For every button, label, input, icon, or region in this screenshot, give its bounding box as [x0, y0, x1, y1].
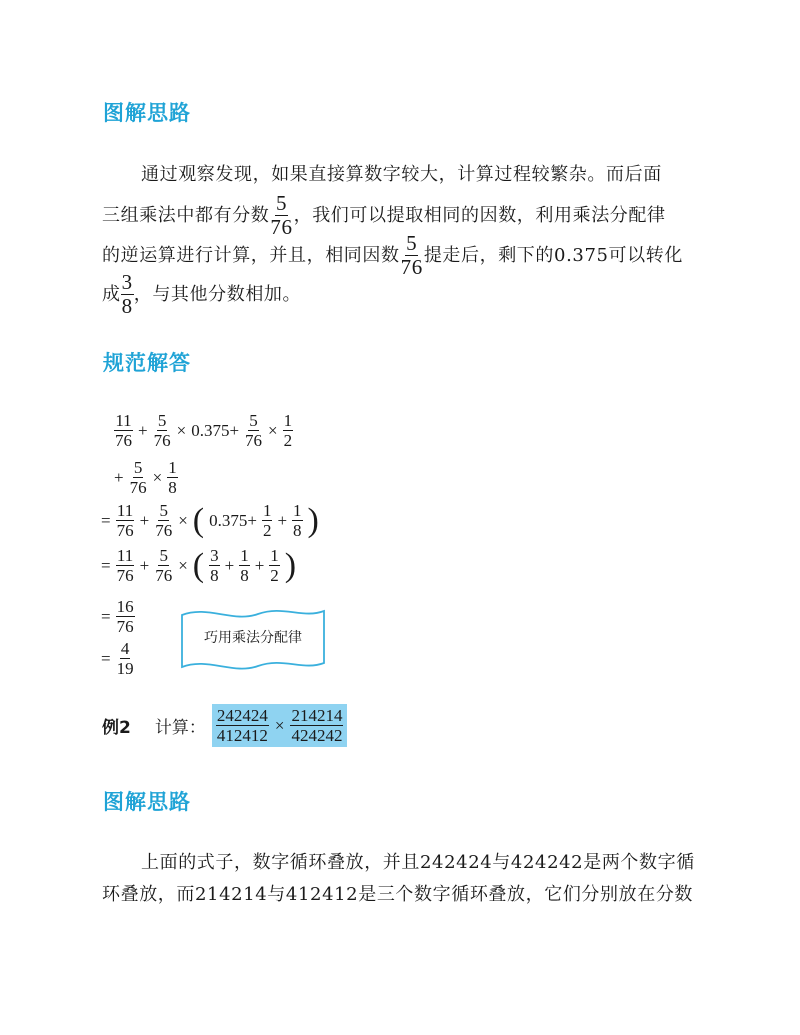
fraction-numerator: 5	[275, 191, 288, 215]
equation-line	[114, 412, 293, 449]
equals-sign: =	[101, 606, 111, 626]
fraction-denominator: 76	[245, 431, 263, 450]
times-sign: ×	[152, 467, 163, 487]
fraction-3-8	[209, 547, 220, 584]
fraction-numerator: 5	[157, 411, 167, 430]
fraction-5-76	[269, 193, 293, 238]
fraction-a	[216, 707, 269, 744]
fraction-1-2	[262, 502, 273, 539]
fraction-numerator: 11	[115, 411, 132, 430]
example-expression-highlight	[212, 704, 348, 747]
fraction-11-76	[116, 502, 135, 539]
right-paren: )	[307, 501, 319, 539]
fraction-1-2	[283, 412, 294, 449]
equation-line	[101, 640, 135, 677]
equals-sign: =	[101, 555, 111, 575]
fraction-5-76	[154, 547, 173, 584]
fraction-b	[290, 707, 343, 744]
fraction-numerator: 214214	[291, 706, 343, 725]
example-prompt: 计算：	[154, 718, 206, 738]
fraction-numerator: 1	[270, 546, 279, 565]
plus-sign: +	[139, 510, 150, 530]
equation-line	[114, 459, 178, 496]
fraction-1-2	[269, 547, 280, 584]
fraction-5-76	[400, 233, 424, 278]
fraction-numerator: 5	[249, 411, 258, 430]
decimal-term: 0.375+	[191, 420, 240, 440]
fraction-denominator: 424242	[291, 726, 343, 745]
fraction-denominator: 76	[270, 215, 293, 239]
plus-sign: +	[114, 467, 124, 487]
fraction-numerator: 11	[116, 501, 134, 520]
fraction-5-76	[129, 459, 148, 496]
fraction-numerator: 1	[240, 546, 249, 565]
fraction-denominator: 76	[155, 566, 173, 585]
fraction-1-8	[292, 502, 303, 539]
paragraph-line: 通过观察发现，如果直接算数字较大，计算过程较繁杂。而后面	[141, 164, 662, 185]
fraction-1-8	[239, 547, 250, 584]
example-label: 例2	[102, 718, 131, 738]
section-heading-analysis-2: 图解思路	[103, 790, 191, 814]
fraction-numerator: 1	[168, 458, 177, 477]
left-paren: (	[192, 501, 205, 539]
fraction-denominator: 76	[116, 521, 134, 540]
fraction-denominator: 8	[240, 566, 249, 585]
plus-sign: +	[139, 555, 150, 575]
fraction-5-76	[154, 502, 173, 539]
paragraph-text: 成	[102, 283, 121, 305]
fraction-1-8	[167, 459, 178, 496]
equals-sign: =	[101, 648, 111, 668]
fraction-denominator: 76	[116, 566, 134, 585]
times-sign: ×	[268, 420, 278, 440]
fraction-numerator: 3	[210, 546, 219, 565]
fraction-denominator: 8	[293, 521, 302, 540]
times-sign: ×	[176, 420, 187, 440]
fraction-denominator: 412412	[216, 726, 268, 745]
plus-sign: +	[277, 510, 288, 530]
fraction-denominator: 8	[210, 566, 219, 585]
fraction-denominator: 2	[283, 431, 293, 450]
fraction-numerator: 5	[159, 546, 168, 565]
fraction-denominator: 76	[155, 521, 173, 540]
scroll-note	[178, 605, 328, 671]
example-2	[102, 704, 347, 747]
fraction-denominator: 8	[121, 294, 133, 318]
right-paren: )	[284, 546, 297, 584]
fraction-denominator: 76	[116, 617, 134, 636]
times-sign: ×	[178, 510, 188, 530]
fraction-denominator: 76	[153, 431, 171, 450]
fraction-denominator: 76	[129, 478, 147, 497]
fraction-denominator: 76	[115, 431, 132, 450]
fraction-numerator: 11	[116, 546, 134, 565]
fraction-denominator: 2	[262, 521, 272, 540]
times-sign: ×	[178, 555, 188, 575]
fraction-5-76	[244, 412, 263, 449]
fraction-3-8	[121, 272, 134, 317]
paragraph-line: 上面的式子，数字循环叠放，并且242424与424242是两个数字循	[141, 852, 695, 873]
left-paren: (	[192, 546, 205, 584]
fraction-numerator: 242424	[216, 706, 268, 725]
fraction-numerator: 16	[116, 597, 134, 616]
paragraph-line	[102, 193, 666, 238]
paragraph-text: ，我们可以提取相同的因数，利用乘法分配律	[293, 204, 666, 226]
equation-line	[101, 598, 135, 635]
paragraph-line	[102, 272, 301, 317]
plus-sign: +	[254, 555, 265, 575]
section-heading-analysis: 图解思路	[103, 101, 191, 125]
section-heading-solution: 规范解答	[103, 351, 191, 375]
fraction-numerator: 1	[293, 501, 302, 520]
fraction-5-76	[153, 412, 172, 449]
paragraph-text: 的逆运算进行计算，并且，相同因数	[102, 244, 400, 266]
fraction-16-76	[116, 598, 135, 635]
fraction-numerator: 4	[120, 639, 130, 658]
paragraph-line: 环叠放，而214214与412412是三个数字循环叠放，它们分别放在分数	[102, 884, 694, 905]
plus-sign: +	[224, 555, 235, 575]
fraction-numerator: 5	[133, 458, 143, 477]
scroll-note-text: 巧用乘法分配律	[204, 630, 302, 646]
fraction-denominator: 19	[116, 659, 134, 678]
paragraph-text: 提走后，剩下的0.375可以转化	[423, 244, 683, 266]
equation-line	[101, 547, 296, 584]
equals-sign: =	[101, 510, 111, 530]
fraction-11-76	[114, 412, 133, 449]
fraction-numerator: 1	[262, 501, 272, 520]
paragraph-text: 三组乘法中都有分数	[102, 204, 270, 226]
fraction-denominator: 8	[168, 478, 177, 497]
fraction-11-76	[116, 547, 135, 584]
decimal-term: 0.375+	[209, 510, 257, 530]
fraction-denominator: 2	[270, 566, 279, 585]
fraction-numerator: 3	[121, 270, 133, 294]
fraction-denominator: 76	[400, 255, 423, 279]
fraction-numerator: 5	[159, 501, 168, 520]
fraction-numerator: 5	[406, 231, 418, 255]
times-sign: ×	[274, 715, 285, 735]
fraction-4-19	[116, 640, 135, 677]
plus-sign: +	[138, 420, 148, 440]
paragraph-text: ，与其他分数相加。	[133, 283, 302, 305]
fraction-numerator: 1	[283, 411, 293, 430]
equation-line	[101, 502, 319, 539]
